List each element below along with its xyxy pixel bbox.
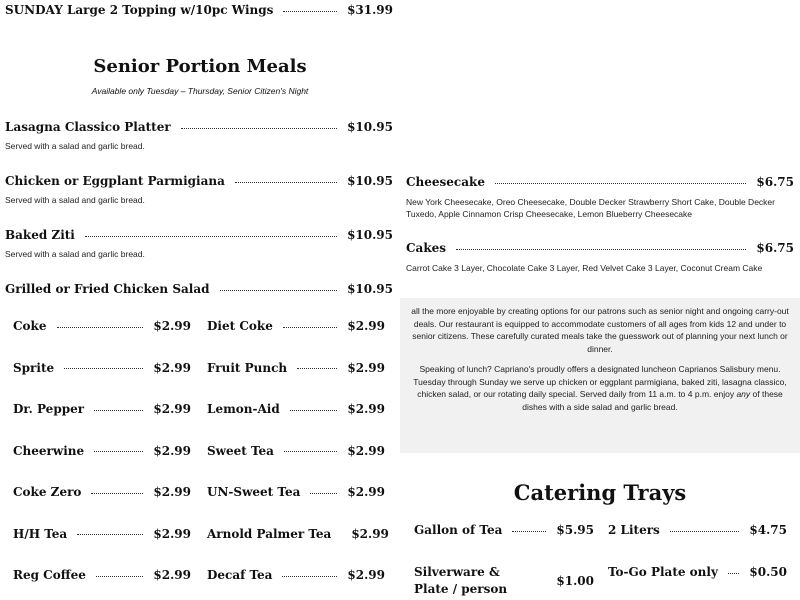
leader-dots [64,368,143,369]
item-name: SUNDAY Large 2 Topping w/10pc Wings [5,3,274,17]
item-price: $2.99 [347,360,385,375]
leader-dots [85,236,337,237]
drink-item [13,527,191,541]
item-price: $0.50 [749,565,787,579]
menu-item [406,241,794,255]
drink-item [207,444,385,458]
leader-dots [670,531,740,532]
drink-item [13,485,191,499]
item-price: $10.95 [347,120,393,134]
drink-item [13,568,191,582]
item-price: $10.95 [347,174,393,188]
item-price: $2.99 [351,526,389,541]
item-name: Gallon of Tea [414,523,503,537]
item-price: $10.95 [347,282,393,296]
item-name: UN-Sweet Tea [207,485,301,499]
item-price: $2.99 [347,319,385,333]
section-title: Senior Portion Meals [93,56,307,77]
item-price: $2.99 [347,402,385,416]
menu-item [414,564,594,598]
leader-dots [310,493,337,494]
item-price: $2.99 [153,319,191,333]
menu-item [5,282,393,296]
section-title: Catering Trays [513,480,687,505]
item-price: $2.99 [347,568,385,582]
item-desc: New York Cheesecake, Oreo Cheesecake, Double Decker Strawberry Short Cake, Double Decker Tuxedo, Apple Cinnamon Crisp Cheesecake, Lemon Blueberry Cheesecake [406,197,775,219]
item-name: H/H Tea [13,526,68,541]
item-price: $1.00 [556,574,594,588]
item-name: Coke Zero [13,485,82,499]
item-price: $2.99 [153,360,191,375]
item-desc: Carrot Cake 3 Layer, Chocolate Cake 3 Layer, Red Velvet Cake 3 Layer, Coconut Cream Cake [406,263,763,273]
menu-item [5,174,393,188]
item-price: $6.75 [756,175,794,189]
about-paragraph: all the more enjoyable by creating options for our patrons such as senior night and ongoing carry-out deals. Our restaurant is equipped to accommodate customers of all ages from kids 12 and under to senior citizens. These carefully curated meals take the guesswork out of planning your next lunch or dinner. [411,306,789,354]
item-name: Dr. Pepper [13,402,85,416]
item-price: $2.99 [347,485,385,499]
leader-dots [282,576,337,577]
drink-item [13,444,191,458]
item-price: $4.75 [749,523,787,537]
leader-dots [77,534,143,535]
item-name: Baked Ziti [5,228,75,242]
item-price: $2.99 [153,526,191,541]
leader-dots [220,290,338,291]
leader-dots [297,368,337,369]
menu-item [5,228,393,242]
leader-dots [283,11,337,12]
drink-item [13,402,191,416]
leader-dots [728,573,739,574]
leader-dots [94,451,143,452]
item-name: Cheesecake [406,175,485,189]
item-name: Sprite [13,360,55,375]
section-subtitle: Available only Tuesday – Thursday, Senior Citizen's Night [91,86,309,96]
menu-item [5,3,393,17]
leader-dots [94,410,143,411]
item-name: Cakes [406,241,447,255]
item-name: Decaf Tea [207,568,273,582]
item-price: $2.99 [347,443,385,458]
leader-dots [283,327,338,328]
item-name: Grilled or Fried Chicken Salad [5,282,210,296]
item-name: Fruit Punch [207,360,288,375]
drink-item [207,319,385,333]
item-desc: Served with a salad and garlic bread. [5,195,145,205]
item-price: $6.75 [756,241,794,255]
item-price: $10.95 [347,228,393,242]
drink-item [207,568,385,582]
item-name: Lemon-Aid [207,402,280,416]
leader-dots [512,531,546,532]
drink-item [13,361,191,375]
menu-item [5,120,393,134]
item-name: 2 Liters [608,523,660,537]
leader-dots [96,576,144,577]
item-price: $2.99 [153,485,191,499]
item-price: $2.99 [153,402,191,416]
drink-item [13,319,191,333]
menu-item [608,523,787,537]
drinks-section [0,299,400,600]
leader-dots [235,182,337,183]
leader-dots [284,451,337,452]
item-name: Sweet Tea [207,443,274,458]
leader-dots [456,249,746,250]
item-desc: Served with a salad and garlic bread. [5,141,145,151]
leader-dots [290,410,338,411]
item-name: Arnold Palmer Tea [207,526,332,541]
menu-item [414,523,594,537]
item-price: $2.99 [153,568,191,582]
item-name: Lasagna Classico Platter [5,120,171,134]
leader-dots [91,493,143,494]
item-name: Chicken or Eggplant Parmigiana [5,174,225,188]
item-name: Silverware & Plate / person [414,565,508,596]
item-price: $31.99 [347,3,393,17]
menu-item [406,175,794,189]
leader-dots [57,327,144,328]
leader-dots [495,183,746,184]
menu-item [608,565,787,579]
item-name: Cheerwine [13,443,85,458]
drink-item [207,361,385,375]
item-price: $2.99 [153,443,191,458]
item-desc: Served with a salad and garlic bread. [5,249,145,259]
item-name: Diet Coke [207,319,273,333]
drink-item [207,485,385,499]
about-panel [400,298,800,453]
item-name: Reg Coffee [13,568,86,582]
item-price: $5.95 [556,523,594,537]
item-name: To-Go Plate only [608,565,718,579]
about-paragraph: Speaking of lunch? Capriano's proudly offers a designated luncheon Caprianos Salisbury menu. Tuesday through Sunday we serve up chicken or eggplant parmigiana, baked ziti, lasagna classico, chicken salad, or our rotating daily special. Served daily from 11 a.m. to 4 p.m. enjoy any of these dishes with a side salad and garlic bread. [413,364,787,412]
item-name: Coke [13,319,47,333]
leader-dots [181,128,337,129]
drink-item [207,402,385,416]
drink-item [207,526,389,541]
